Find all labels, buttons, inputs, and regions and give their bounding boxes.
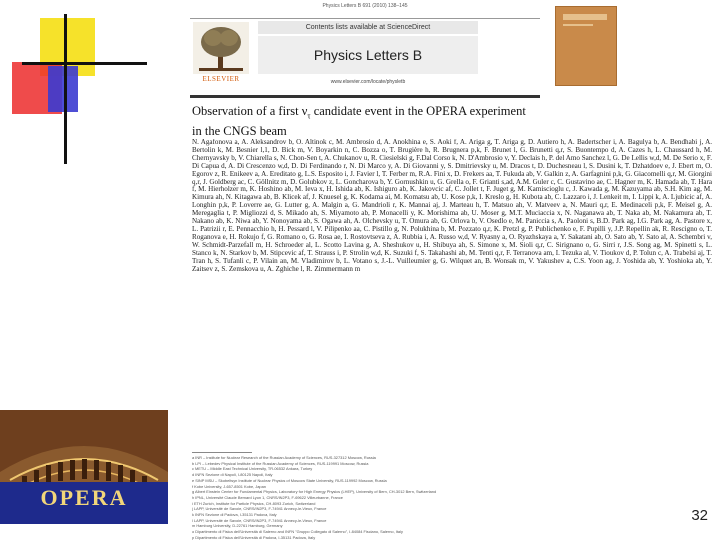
affiliation-divider <box>192 452 252 453</box>
affiliation-item: b LPI – Lebedev Physical Institute of the Russian Academy of Sciences, RUS-119991 Moscow, Russia <box>192 460 369 466</box>
affiliation-list <box>192 455 692 540</box>
decor-horizontal-line <box>22 62 147 65</box>
affiliation-item: h IPNL, Université Claude Bernard Lyon 1, CNRS/IN2P3, F-69622 Villeurbanne, France <box>192 494 343 500</box>
article-title <box>192 104 712 139</box>
affiliation-item: p Dipartimento di Fisica dell'Università di Padova, I-35131 Padova, Italy <box>192 534 316 540</box>
author-list: N. Agafonova a, A. Aleksandrov b, O. Altinok c, M. Ambrosio d, A. Anokhina e, S. Aoki f, A. Ariga g, T. Ariga g, D. Autiero h, A. Badertscher i, A. Bagulya b, A. Bendhabi j, A. Bertolin k, M. Besnier l,1, D. Bick m, V. Boyarkin n, C. Bozza o, T. Brugière h, R. Brugnera p,k, F. Brunet l, G. Brunetti q,r, S. Buontempo d, A. Cazes h, L. Chaussard h, M. Chernyavsky b, V. Chiarella s, N. Chon-Sen t, A. Chukanov u, R. Ciesielski g, F.Dal Corso k, N. D'Ambrosio v, Y. Declais h, P. del Amo Sanchez l, G. De Lellis w,d, M. De Serio x, F. Di Capua d, A. Di Crescenzo w,d, D. Di Ferdinando r, N. Di Marco y, A. Di Giovanni y, S. Dmitrievsky u, M. Dracos t, D. Duchesneau l, S. Dusini k, T. Dzhatdoev e, J. Ebert m, O. Egorov z, R. Enikeev a, A. Ereditato g, L.S. Esposito i, J. Favier l, T. Ferber m, R.A. Fini x, D. Frekers aa, T. Fukuda ab, V. Galkin z, A. Garfagnini p,k, G. Giacomelli q,r, M. Giorgini q,r, J. Goldberg ac, C. Göllnitz m, D. Golubkov z, L. Goncharova b, Y. Gornushkin u, G. Grella o, F. Grianti s,ad, A.M. Guler c, C. Gustavino ae, C. Hagner m, K. Hamada ab, T. Hara f, M. Hierholzer m, K. Hoshino ab, M. Ieva x, H. Ishida ab, K. Ishiguro ab, K. Jakovcic af, C. Jollet t, F. Juget g, M. Kamiscioglu c, J. Kawada g, M. Kazuyama ab, S.H. Kim ag, M. Kimura ah, N. Kitagawa ab, B. Klicek af, J. Knuesel g, K. Kodama ai, M. Komatsu ab, U. Kose p,k, I. Kreslo g, H. Kubota ab, C. Lazzaro i, J. Lenkeit m, I. Lippi k, A. Ljubicic af, A. Longhin p,k, P. Loverre ae, G. Lutter g, A. Malgin a, G. Mandrioli r, K. Mannai aj, J. Marteau h, T. Matsuo ah, V. Matveev a, N. Mauri q,r, E. Medinaceli p,k, F. Meisel g, A. Meregaglia t, P. Migliozzi d, S. Mikado ah, S. Miyamoto ab, P. Monacelli y, K. Morishima ab, U. Moser g, M.T. Muciaccia x, N. Naganawa ab, T. Naka ab, M. Nakamura ab, T. Nakano ab, K. Niwa ab, Y. Nonoyama ab, S. Ogawa ah, A. Olchevsky u, T. Omura ab, G. Orlova b, V. Osedlo e, M. Paniccia s, A. Paoloni s, B.D. Park ag, I.G. Park ag, A. Pastore x, L. Patrizii r, E. Pennacchio h, H. Pessard l, V. Pilipenko aa, C. Pistillo g, N. Polukhina b, M. Pozzato q,r, K. Pretzl g, P. Publichenko e, F. Pupilli y, J.P. Repellin ak, R. Rescigno o, T. Roganova e, H. Rokujo f, G. Romano o, G. Rosa ae, I. Rostovtseva z, A. Rubbia i, A. Russo w,d, V. Ryasny a, O. Ryazhskaya a, Y. Sakatani ab, O. Sato ab, Y. Sato al, A. Schembri v, W. Schmidt-Parzefall m, H. Schroeder al, L. Scotto Lavina g, A. Sheshukov u, H. Shibuya ah, S. Simone x, M. Sioli q,r, C. Sirignano o, G. Sirri r, J.S. Song ag, M. Spinetti s, L. Stanco k, N. Starkov b, M. Stipcevic af, T. Strauss i, P. Strolin w,d, K. Suzuki f, S. Takahashi ab, M. Tenti q,r, F. Terranova am, I. Tezuka al, V. Tioukov d, P. Tolun c, A. Trabelsi aj, T. Tran h, S. Tufanli c, P. Vilain an, M. Vladimirov b, L. Votano s, J.-L. Vuilleumier g, G. Wilquet an, B. Wonsak m, V. Yakushev a, C.S. Yoon ag, J. Yoshida ab, Y. Yoshioka ab, Y. Zaitsev z, S. Zemskova u, A. Zghiche l, R. Zimmermann m <box>192 139 712 273</box>
slide-page-number: 32 <box>691 507 708 524</box>
journal-cover-band <box>563 14 607 20</box>
title-line1: Observation of a first ν <box>192 104 308 118</box>
affiliation-item: m Hamburg University, D-22761 Hamburg, Germany <box>192 523 283 529</box>
journal-cover-band-small <box>563 24 593 26</box>
decor-vertical-line <box>64 14 67 164</box>
journal-name: Physics Letters B <box>258 36 478 74</box>
affiliation-item: d INFN Sezione di Napoli, I-80125 Napoli, Italy <box>192 472 273 478</box>
decor-blue-square <box>48 66 78 112</box>
title-line2: in the CNGS beam <box>192 123 287 138</box>
affiliation-item: f Kobe University, J-657-8501 Kobe, Japan <box>192 483 266 489</box>
contents-line: Contents lists available at ScienceDirect <box>258 21 478 34</box>
affiliation-item: k INFN Sezione di Padova, I-35131 Padova, Italy <box>192 512 277 518</box>
affiliation-item: i ETH Zurich, Institute for Particle Physics, CH-8093 Zurich, Switzerland <box>192 500 316 506</box>
affiliation-item: l LAPP, Université de Savoie, CNRS/IN2P3, F-74941 Annecy-le-Vieux, France <box>192 517 327 523</box>
journal-citation: Physics Letters B 691 (2010) 138–145 <box>322 3 408 9</box>
affiliation-item: c METU – Middle East Technical University, TR-06532 Ankara, Turkey <box>192 466 313 472</box>
opera-logo-text: OPERA <box>40 485 128 510</box>
journal-url[interactable]: www.elsevier.com/locate/physletb <box>330 79 406 85</box>
title-tau-subscript: τ <box>307 111 311 121</box>
affiliation-item: j LAPP, Université de Savoie, CNRS/IN2P3, F-74941 Annecy-le-Vieux, France <box>192 506 327 512</box>
publisher-name: ELSEVIER <box>202 75 240 83</box>
elsevier-tree-icon <box>193 22 249 74</box>
title-line1-rest: candidate event in the OPERA experiment <box>310 104 526 118</box>
affiliation-item: g Albert Einstein Center for Fundamental Physics, Laboratory for High Energy Physics (LHEP), University of Bern, CH-3012 Bern, Switzerland <box>192 489 437 495</box>
affiliation-item: a INR – Institute for Nuclear Research of the Russian Academy of Sciences, RUS-327312 Moscow, Russia <box>192 455 376 460</box>
affiliation-item: o Dipartimento di Fisica dell'Università di Salerno and INFN "Gruppo Collegato di Salerno", I-84084 Fisciano, Salerno, Italy <box>192 529 403 535</box>
affiliation-item: e SINP MSU – Skobeltsyn Institute of Nuclear Physics of Moscow State University, RUS-119992 Moscow, Russia <box>192 477 387 483</box>
